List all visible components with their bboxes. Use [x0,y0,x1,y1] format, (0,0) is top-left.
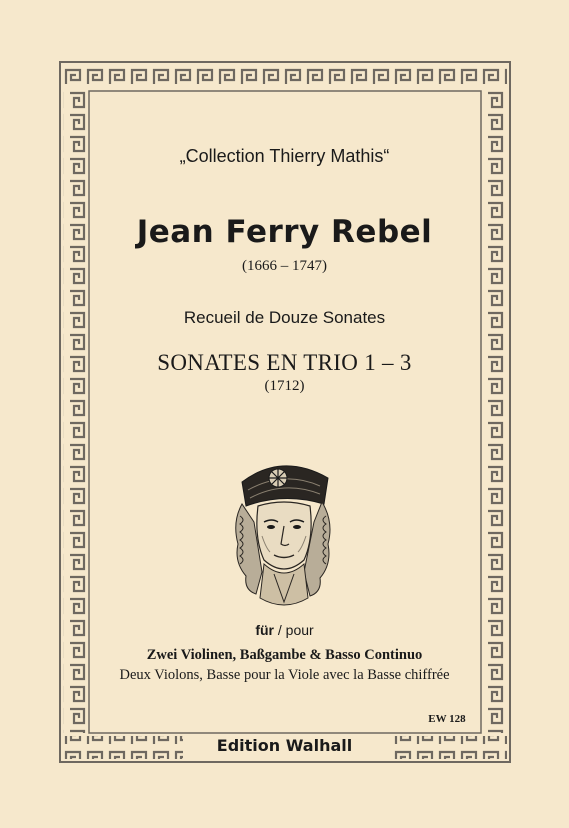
portrait-engraving [228,452,336,614]
composer-dates: (1666 – 1747) [242,258,327,274]
instrumentation-german: Zwei Violinen, Baßgambe & Basso Continuo [146,647,423,663]
for-label-fr: / pour [273,622,314,638]
collection-name: „Collection Thierry Mathis“ [179,146,390,166]
publisher-name: Edition Walhall [216,736,353,755]
work-year: (1712) [264,378,305,394]
work-title: SONATES EN TRIO 1 – 3 [157,350,412,375]
edition-number: EW 128 [428,713,466,725]
collection-title: Recueil de Douze Sonates [183,308,386,327]
composer-name: Jean Ferry Rebel [136,214,433,250]
for-label-de: für [255,622,274,638]
instrumentation-intro [0,622,569,638]
instrumentation-french: Deux Violons, Basse pour la Viole avec la Basse chiffrée [119,667,450,683]
